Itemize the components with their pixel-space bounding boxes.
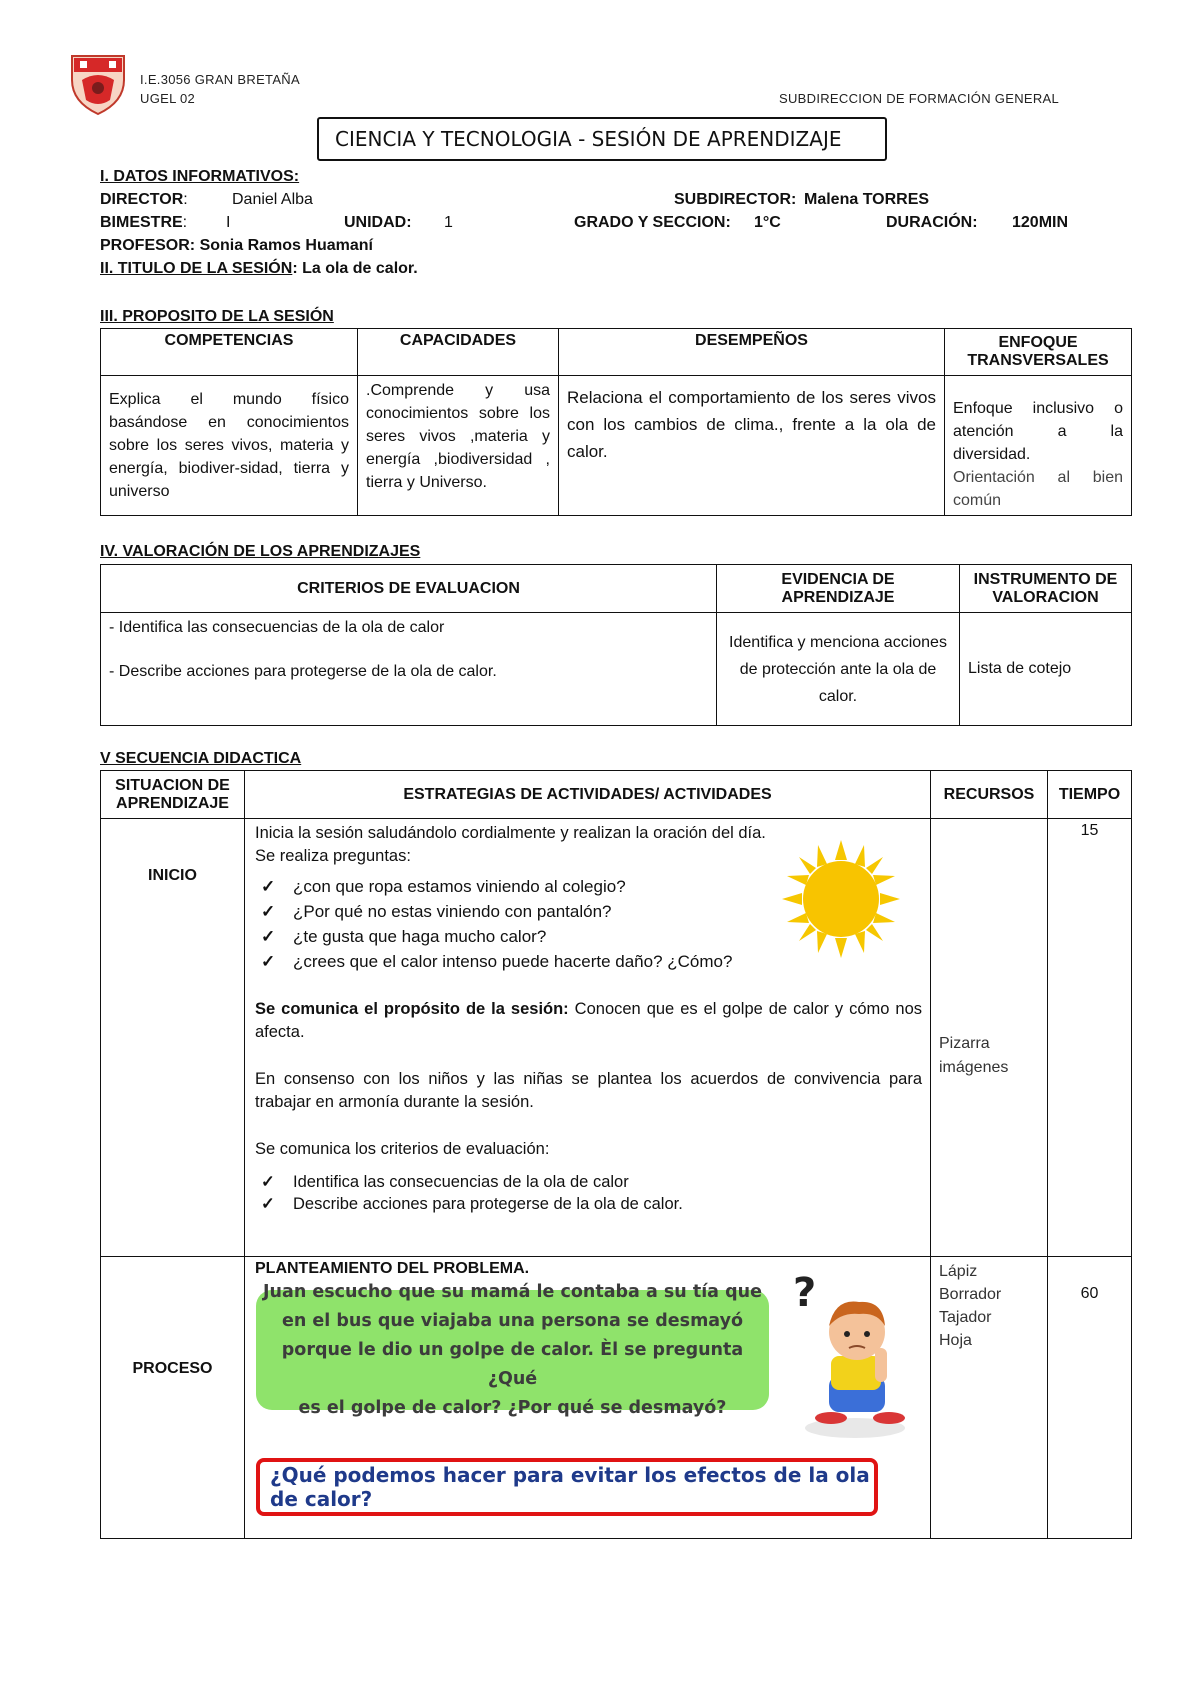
col-recursos: RECURSOS [931, 771, 1048, 819]
grado-value: 1°C [754, 214, 781, 231]
thinking-boy-icon [785, 1268, 925, 1446]
subdirector-label: SUBDIRECTOR: [674, 191, 797, 208]
sun-icon [780, 838, 902, 960]
col-tiempo: TIEMPO [1048, 771, 1132, 819]
datos-section-title: I. DATOS INFORMATIVOS: [100, 168, 300, 185]
school-logo [68, 50, 128, 116]
col-evidencia: EVIDENCIA DE APRENDIZAJE [717, 565, 960, 613]
grado-label: GRADO Y SECCION: [574, 214, 731, 231]
proceso-tiempo: 60 [1048, 1257, 1132, 1539]
unidad-label: UNIDAD: [344, 214, 412, 231]
recurso-item: Borrador [939, 1286, 1002, 1303]
col-capacidades: CAPACIDADES [358, 329, 559, 376]
valoracion-section-title: IV. VALORACIÓN DE LOS APRENDIZAJES [100, 543, 421, 560]
ugel-label: UGEL 02 [140, 91, 196, 106]
criterios-list [255, 1171, 922, 1215]
school-crest-icon [68, 50, 128, 116]
col-enfoque: ENFOQUE TRANSVERSALES [945, 329, 1132, 376]
enfoque-bien-comun: Orientación al bien común [953, 469, 1123, 509]
bubble-line: es el golpe de calor? ¿Por qué se desmayó? [298, 1397, 727, 1418]
director-row: DIRECTOR: Daniel Alba SUBDIRECTOR: Malena TORRES [100, 191, 930, 208]
proposito-label: Se comunica el propósito de la sesión: [255, 1000, 569, 1018]
capacidad-cell: .Comprende y usa conocimientos sobre los seres vivos ,materia y energía ,biodiversidad , tierra y Universo. [358, 376, 559, 516]
inicio-intro-2: Se realiza preguntas: [255, 847, 411, 865]
inicio-intro-1: Inicia la sesión saludándolo cordialmente y realizan la oración del día. [255, 824, 766, 842]
criterios-cell [101, 613, 717, 726]
criterios-intro: Se comunica los criterios de evaluación: [255, 1140, 550, 1158]
recurso-item: Lápiz [939, 1263, 978, 1280]
bimestre-label: BIMESTRE [100, 214, 183, 231]
criterio-1: - Identifica las consecuencias de la ola de calor [109, 619, 445, 636]
competencia-cell: Explica el mundo físico basándose en conocimientos sobre los seres vivos, materia y energía, biodiver-sidad, tierra y universo [101, 376, 358, 516]
evidencia-cell: Identifica y menciona acciones de protección ante la ola de calor. [717, 613, 960, 726]
titulo-row: II. TITULO DE LA SESIÓN: La ola de calor. [100, 260, 418, 277]
col-desempenos: DESEMPEÑOS [559, 329, 945, 376]
bubble-line: porque le dio un golpe de calor. Èl se pregunta ¿Qué [281, 1339, 744, 1389]
inicio-recursos: Pizarra imágenes [931, 819, 1048, 1257]
criterio-item: ✓ Describe acciones para protegerse de la ola de calor. [293, 1193, 922, 1215]
valoracion-table [100, 564, 1132, 726]
key-question: ¿Qué podemos hacer para evitar los efectos de la ola de calor? [256, 1458, 878, 1516]
duracion-label: DURACIÓN: [886, 214, 978, 231]
proposito-table [100, 328, 1132, 516]
col-criterios: CRITERIOS DE EVALUACION [101, 565, 717, 613]
director-label: DIRECTOR [100, 191, 184, 208]
svg-text:?: ? [793, 1270, 817, 1316]
enfoque-cell [945, 376, 1132, 516]
proposito-text: Conocen que es el golpe de calor y cómo nos afecta. [255, 1000, 922, 1041]
subdirector-value: Malena TORRES [804, 191, 930, 208]
titulo-value: La ola de calor. [302, 260, 418, 277]
criterio-2: - Describe acciones para protegerse de la ola de calor. [109, 663, 497, 680]
proceso-recursos [931, 1257, 1048, 1539]
profesor-row [100, 237, 373, 255]
proposito-section-title: III. PROPOSITO DE LA SESIÓN [100, 308, 334, 325]
instrumento-cell: Lista de cotejo [960, 613, 1132, 726]
bubble-line: en el bus que viajaba una persona se desmayó [281, 1310, 744, 1331]
pregunta-item: ✓ ¿te gusta que haga mucho calor? [293, 924, 922, 949]
titulo-label: II. TITULO DE LA SESIÓN [100, 260, 293, 277]
pregunta-item: ✓ ¿crees que el calor intenso puede hacerte daño? ¿Cómo? [293, 949, 922, 974]
bimestre-row: BIMESTRE: I UNIDAD: 1 GRADO Y SECCION: 1°C DURACIÓN: 120MIN [100, 214, 1069, 231]
consenso-paragraph: En consenso con los niños y las niñas se plantea los acuerdos de convivencia para trabajar en armonía durante la sesión. [255, 1070, 922, 1111]
secuencia-section-title: V SECUENCIA DIDACTICA [100, 750, 302, 767]
profesor-label: PROFESOR: [100, 237, 196, 254]
col-instrumento: INSTRUMENTO DE VALORACION [960, 565, 1132, 613]
bimestre-value: I [226, 214, 231, 231]
sun-image [780, 838, 902, 960]
unidad-value: 1 [444, 214, 453, 231]
profesor-value: Sonia Ramos Huamaní [199, 237, 373, 254]
problem-bubble [256, 1281, 769, 1418]
recurso-item: Hoja [939, 1332, 972, 1349]
bubble-line: Juan escucho que su mamá le contaba a su tía que [263, 1281, 762, 1302]
director-value: Daniel Alba [232, 191, 313, 208]
inicio-label: INICIO [101, 819, 245, 1257]
col-estrategias: ESTRATEGIAS DE ACTIVIDADES/ ACTIVIDADES [245, 771, 931, 819]
col-situacion: SITUACION DE APRENDIZAJE [101, 771, 245, 819]
criterio-item: ✓ Identifica las consecuencias de la ola de calor [293, 1171, 922, 1193]
recurso-item: Tajador [939, 1309, 992, 1326]
secuencia-table [100, 770, 1132, 1539]
desempeno-cell: Relaciona el comportamiento de los seres vivos con los cambios de clima., frente a la ola de calor. [559, 376, 945, 516]
page-title: CIENCIA Y TECNOLOGIA - SESIÓN DE APRENDIZAJE [317, 117, 887, 161]
pregunta-item: ✓ ¿con que ropa estamos viniendo al colegio? [293, 874, 922, 899]
proposito-paragraph [255, 998, 922, 1044]
inicio-tiempo: 15 [1048, 819, 1132, 1257]
pregunta-item: ✓ ¿Por qué no estas viniendo con pantalón? [293, 899, 922, 924]
col-competencias: COMPETENCIAS [101, 329, 358, 376]
planteamiento-title: PLANTEAMIENTO DEL PROBLEMA. [255, 1260, 530, 1277]
duracion-value: 120MIN [1012, 214, 1069, 231]
subdireccion-label: SUBDIRECCION DE FORMACIÓN GENERAL [779, 91, 1060, 106]
school-name: I.E.3056 GRAN BRETAÑA [140, 72, 300, 87]
thinking-boy-image [785, 1268, 925, 1446]
proceso-label: PROCESO [101, 1257, 245, 1539]
enfoque-inclusivo: Enfoque inclusivo o atención a la diversidad. [953, 400, 1123, 463]
